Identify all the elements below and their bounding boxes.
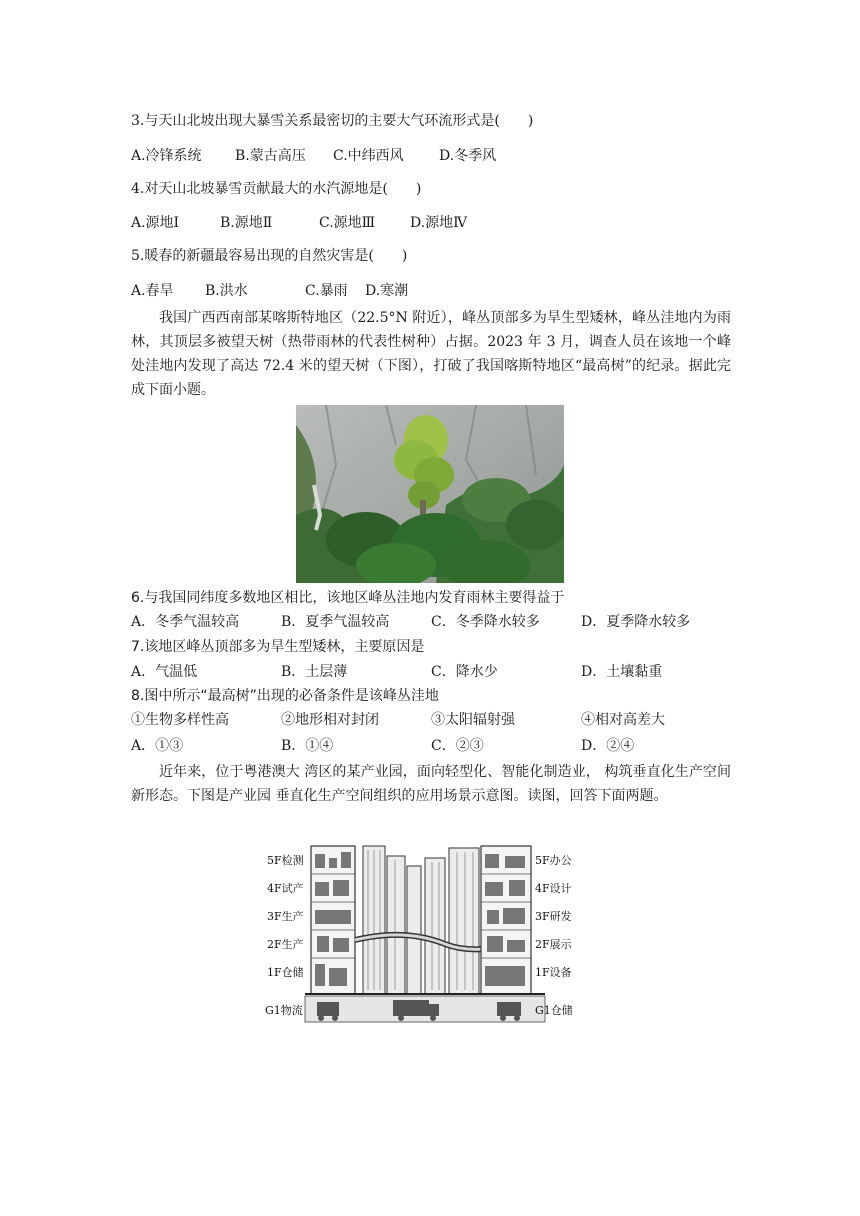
q6-option-b: B．夏季气温较高 <box>281 614 390 630</box>
q8-option-b: B．①④ <box>281 738 334 754</box>
q8-condition-4: ④相对高差大 <box>581 712 665 728</box>
q3-option-c: C.中纬西风 <box>333 148 404 164</box>
q8-condition-1: ①生物多样性高 <box>131 712 229 728</box>
q8-options <box>131 736 731 756</box>
q6-option-c: C．冬季降水较多 <box>431 614 540 630</box>
q8-option-d: D．②④ <box>581 738 635 754</box>
q7-option-d: D．土壤黏重 <box>581 664 663 680</box>
label-left-5f: 5F检测 <box>267 854 304 867</box>
q8-condition-3: ③太阳辐射强 <box>431 712 515 728</box>
q5-option-c: C.暴雨 <box>305 283 348 299</box>
q7-options <box>131 662 731 682</box>
q7-stem: 7.该地区峰丛顶部多为旱生型矮林，主要原因是 <box>131 639 425 655</box>
q7-option-a: A．气温低 <box>131 664 198 680</box>
label-left-1f: 1F仓储 <box>267 966 304 979</box>
q4-option-d: D.源地Ⅳ <box>410 215 468 231</box>
q6-options <box>131 612 731 632</box>
label-left-4f: 4F试产 <box>267 882 304 895</box>
label-right-2f: 2F展示 <box>535 938 572 951</box>
q3-option-b: B.蒙古高压 <box>235 148 306 164</box>
vertical-production-diagram <box>265 840 585 1025</box>
q8-option-a: A．①③ <box>131 738 184 754</box>
q4-option-c: C.源地Ⅲ <box>319 215 376 231</box>
q7-option-b: B．土层薄 <box>281 664 348 680</box>
label-right-5f: 5F办公 <box>535 854 572 867</box>
tree-photo <box>296 405 564 583</box>
q5-options <box>131 281 408 301</box>
q3-options <box>131 146 496 166</box>
q5-option-d: D.寒潮 <box>365 283 409 299</box>
q6-option-a: A．冬季气温较高 <box>131 614 240 630</box>
label-left-3f: 3F生产 <box>267 910 304 923</box>
label-right-g1: G1仓储 <box>535 1004 573 1017</box>
label-left-2f: 2F生产 <box>267 938 304 951</box>
passage-industrial-park: 近年来，位于粤港澳大 湾区的某产业园，面向轻型化、智能化制造业， 构筑垂直化生产空间新形态。下图是产业园 垂直化生产空间组织的应用场景示意图。读图，回答下面两题。 <box>131 764 731 804</box>
q5-stem: 5.暖春的新疆最容易出现的自然灾害是( ) <box>131 248 408 264</box>
q8-conditions <box>131 710 731 730</box>
q3-option-d: D.冬季风 <box>439 148 497 164</box>
q6-stem: 6.与我国同纬度多数地区相比，该地区峰丛洼地内发育雨林主要得益于 <box>131 590 565 606</box>
q4-options <box>131 213 467 233</box>
q6-option-d: D．夏季降水较多 <box>581 614 691 630</box>
q8-stem: 8.图中所示“最高树”出现的必备条件是该峰丛洼地 <box>131 688 439 704</box>
passage-karst: 我国广西西南部某喀斯特地区（22.5°N 附近），峰丛顶部多为旱生型矮林，峰丛洼地内为雨林，其顶层多被望天树（热带雨林的代表性树种）占据。2023 年 3 月，调查人员在该地一个峰处洼地内发现了高达 72.4 米的望天树（下图），打破了我国喀斯特地区“最高树”的纪录。据此完成下面小题。 <box>131 310 731 398</box>
q3-stem: 3.与天山北坡出现大暴雪关系最密切的主要大气环流形式是( ) <box>131 113 534 129</box>
label-left-g1: G1物流 <box>265 1004 303 1017</box>
label-right-3f: 3F研发 <box>535 910 572 923</box>
q8-option-c: C．②③ <box>431 738 484 754</box>
label-right-1f: 1F设备 <box>535 966 572 979</box>
q8-condition-2: ②地形相对封闭 <box>281 712 379 728</box>
q5-option-b: B.洪水 <box>205 283 248 299</box>
q7-option-c: C．降水少 <box>431 664 498 680</box>
q4-option-a: A.源地Ⅰ <box>131 215 180 231</box>
q5-option-a: A.春旱 <box>131 283 174 299</box>
label-right-4f: 4F设计 <box>535 882 572 895</box>
q4-option-b: B.源地Ⅱ <box>220 215 273 231</box>
q4-stem: 4.对天山北坡暴雪贡献最大的水汽源地是( ) <box>131 181 422 197</box>
q3-option-a: A.冷锋系统 <box>131 148 202 164</box>
